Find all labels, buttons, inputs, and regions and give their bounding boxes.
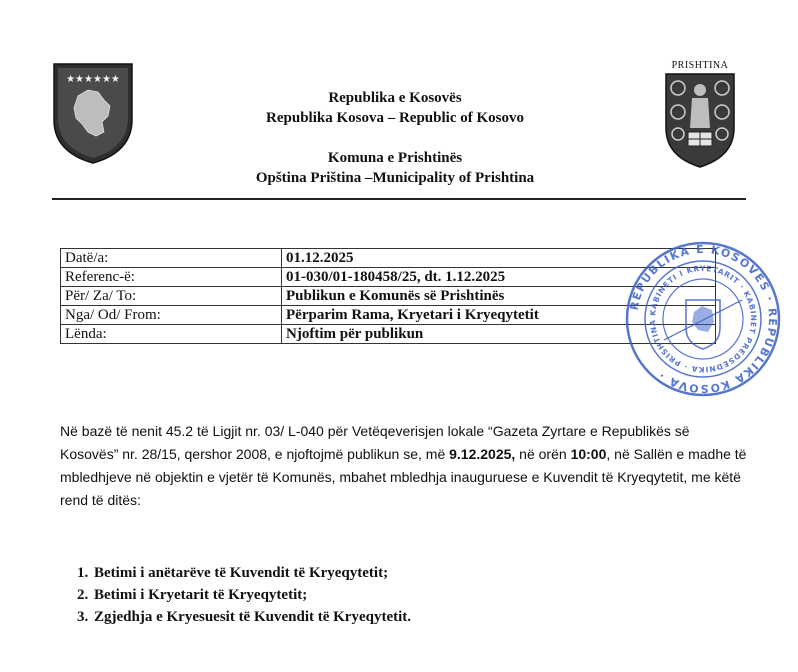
body-text-part: në orën (515, 446, 571, 462)
meeting-time: 10:00 (570, 446, 607, 462)
prishtina-emblem (664, 60, 736, 170)
agenda-item: 2. Betimi i Kryetarit të Kryeqytetit; (92, 584, 411, 606)
prishtina-emblem-title: PRISHTINA (671, 60, 729, 71)
meta-key: Për/ Za/ To: (61, 287, 282, 306)
meta-key: Nga/ Od/ From: (61, 306, 282, 325)
agenda-list (74, 562, 411, 628)
meta-row-reference (61, 268, 716, 287)
meeting-date: 9.12.2025, (449, 446, 516, 462)
header-line-republic: Republika e Kosovës (328, 90, 462, 106)
meta-row-date (61, 249, 716, 268)
meta-key: Referenc-ë: (61, 268, 282, 287)
header-line-republic-translations: Republika Kosova – Republic of Kosovo (266, 110, 524, 126)
meta-row-subject (61, 325, 716, 344)
kosovo-coat-of-arms-icon (52, 62, 134, 164)
agenda-item: 1. Betimi i anëtarëve të Kuvendit të Kryeqytetit; (92, 562, 411, 584)
svg-text:KABINETI I KRYETARIT · KABINET: KABINETI I KRYETARIT · KABINET PREDSEDNIKA · PRISHTINA (647, 263, 759, 375)
header-line-municipality-translations: Opština Priština –Municipality of Prishtina (255, 170, 535, 186)
meta-value: Përparim Rama, Kryetari i Kryeqytetit (282, 306, 716, 325)
header-state (150, 88, 640, 128)
header-line-municipality: Komuna e Prishtinës (327, 150, 463, 166)
official-stamp-icon (624, 240, 782, 398)
body-text-part: Në bazë të nenit 45.2 të Ligjit nr. 03/ L-040 për Vetëqeverisjen lokale “Gazeta Zyrtare e Republikës së Kosovës” nr. 28/15, qershor 2008, e njoftojmë publikun se, më (60, 423, 690, 462)
memo-meta-table (60, 248, 716, 344)
prishtina-coat-of-arms-icon (664, 72, 736, 168)
meta-key: Lënda: (61, 325, 282, 344)
header-divider (52, 198, 746, 200)
meta-row-from (61, 306, 716, 325)
header-municipality (150, 148, 640, 188)
notice-body (60, 420, 750, 512)
meta-key: Datë/a: (61, 249, 282, 268)
body-text-part: , në Sallën e madhe të mbledhjeve në objektin e vjetër të Komunës, mbahet mbledhja inauguruese e Kuvendit të Kryeqytetit, me këtë rend të ditës: (60, 446, 747, 508)
meta-value: Publikun e Komunës së Prishtinës (282, 287, 716, 306)
meta-value: Njoftim për publikun (282, 325, 716, 344)
meta-value: 01-030/01-180458/25, dt. 1.12.2025 (282, 268, 716, 287)
svg-text:★★★★★★: ★★★★★★ (66, 74, 120, 85)
meta-value: 01.12.2025 (282, 249, 716, 268)
svg-text:REPUBLIKA E KOSOVËS · REPUBLIK: REPUBLIKA E KOSOVËS · REPUBLIKA KOSOVA · (627, 242, 780, 396)
meta-row-to (61, 287, 716, 306)
agenda-item: 3. Zgjedhja e Kryesuesit të Kuvendit të Kryeqytetit. (92, 606, 411, 628)
